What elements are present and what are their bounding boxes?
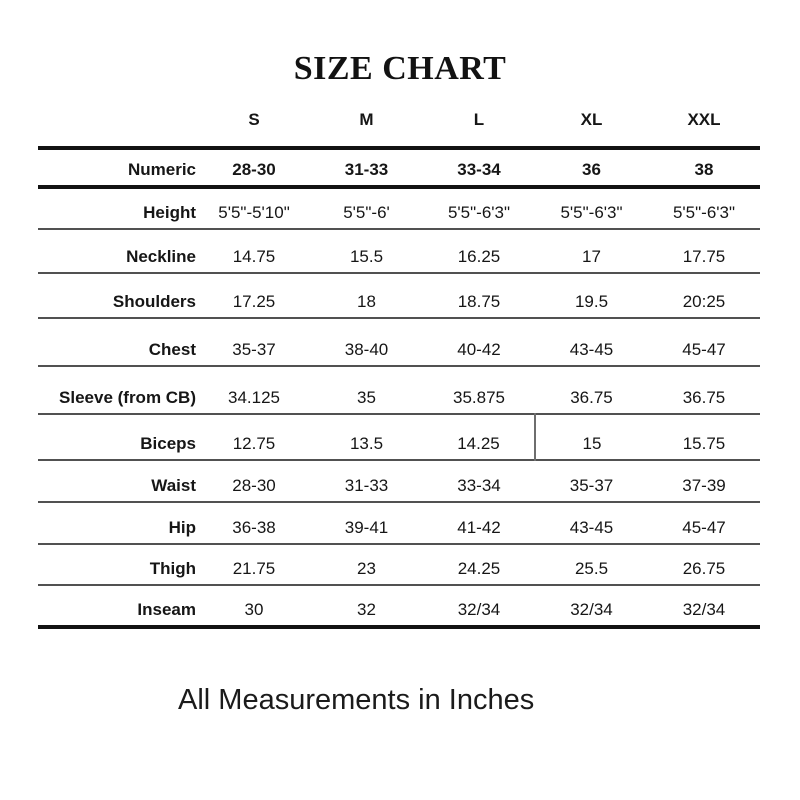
cell-value: 36.75 [682, 388, 726, 408]
cell-value: 39-41 [344, 518, 389, 538]
column-header-xl: XL [580, 110, 603, 130]
table-row [38, 148, 760, 187]
cell-value: 35 [357, 388, 376, 408]
cell-value: 17.75 [682, 247, 726, 267]
cell-value: 25.5 [574, 559, 609, 579]
table-row [38, 460, 760, 502]
row-label: Neckline [126, 247, 196, 267]
cell-value: 16.25 [457, 247, 501, 267]
cell-value: 19.5 [574, 292, 609, 312]
cell-value: 14.25 [457, 434, 500, 454]
table-row [38, 366, 760, 414]
cell-value: 43-45 [569, 518, 614, 538]
cell-value: 32 [357, 600, 376, 620]
cell-value: 17.25 [232, 292, 276, 312]
cell-value: 36-38 [232, 518, 276, 538]
cell-value: 34.125 [228, 388, 280, 408]
cell-value: 28-30 [232, 476, 276, 496]
cell-value: 45-47 [682, 340, 726, 360]
corner-cell [38, 100, 198, 148]
cell-value: 5'5"-6' [343, 203, 390, 223]
cell-value: 32/34 [570, 600, 613, 620]
column-header-xxl: XXL [687, 110, 721, 130]
cell-value: 17 [582, 247, 601, 267]
table-row [38, 187, 760, 229]
cell-value: 32/34 [682, 600, 726, 620]
footer-note: All Measurements in Inches [178, 684, 535, 716]
table-row [38, 544, 760, 585]
page-title: SIZE CHART [293, 50, 507, 87]
cell-value: 40-42 [457, 340, 501, 360]
cell-value: 31-33 [344, 160, 389, 180]
cell-value: 23 [357, 559, 376, 579]
table-row [38, 585, 760, 627]
row-label: Hip [168, 518, 196, 538]
cell-value: 36 [582, 160, 601, 180]
cell-value: 33-34 [457, 160, 501, 180]
cell-value: 12.75 [232, 434, 276, 454]
table-row [38, 273, 760, 318]
cell-value: 5'5"-6'3" [560, 203, 623, 223]
cell-value: 35-37 [232, 340, 276, 360]
cell-value: 32/34 [457, 600, 501, 620]
cell-value: 24.25 [457, 559, 501, 579]
cell-value: 5'5"-5'10" [218, 203, 290, 223]
size-header-row [38, 100, 760, 148]
column-header-l: L [473, 110, 485, 130]
cell-value: 30 [244, 600, 264, 620]
row-label: Numeric [127, 160, 196, 180]
cell-value: 20:25 [682, 292, 726, 312]
cell-value: 41-42 [457, 518, 501, 538]
cell-value: 35.875 [453, 388, 505, 408]
cell-value: 38-40 [344, 340, 389, 360]
row-label: Waist [151, 476, 196, 496]
cell-value: 5'5"-6'3" [447, 203, 511, 223]
row-label: Biceps [140, 434, 196, 454]
cell-value: 18.75 [457, 292, 501, 312]
column-header-s: S [248, 110, 260, 130]
table-row [38, 318, 760, 366]
cell-value: 36.75 [570, 388, 613, 408]
row-label: Thigh [149, 559, 196, 579]
cell-value: 15 [535, 414, 648, 460]
size-chart-table [38, 100, 760, 629]
cell-value: 15.5 [349, 247, 384, 267]
cell-value: 38 [694, 160, 714, 180]
cell-value: 33-34 [457, 476, 501, 496]
table-row [38, 229, 760, 273]
cell-value: 5'5"-6'3" [672, 203, 736, 223]
cell-value: 45-47 [682, 518, 726, 538]
cell-value: 14.75 [232, 247, 276, 267]
cell-value: 13.5 [349, 434, 384, 454]
cell-value: 28-30 [232, 160, 276, 180]
cell-value: 31-33 [344, 476, 389, 496]
cell-value: 43-45 [569, 340, 614, 360]
row-label: Shoulders [112, 292, 196, 312]
table-row [38, 414, 760, 460]
cell-value: 26.75 [682, 559, 726, 579]
row-label: Sleeve (from CB) [59, 388, 196, 408]
column-header-m: M [359, 110, 374, 130]
cell-value: 35-37 [569, 476, 614, 496]
row-label: Chest [148, 340, 196, 360]
cell-value: 21.75 [232, 559, 276, 579]
cell-value: 18 [357, 292, 376, 312]
row-label: Inseam [137, 600, 196, 620]
cell-value: 15.75 [682, 434, 726, 454]
table-row [38, 502, 760, 544]
row-label: Height [143, 203, 196, 223]
cell-value: 37-39 [682, 476, 726, 496]
